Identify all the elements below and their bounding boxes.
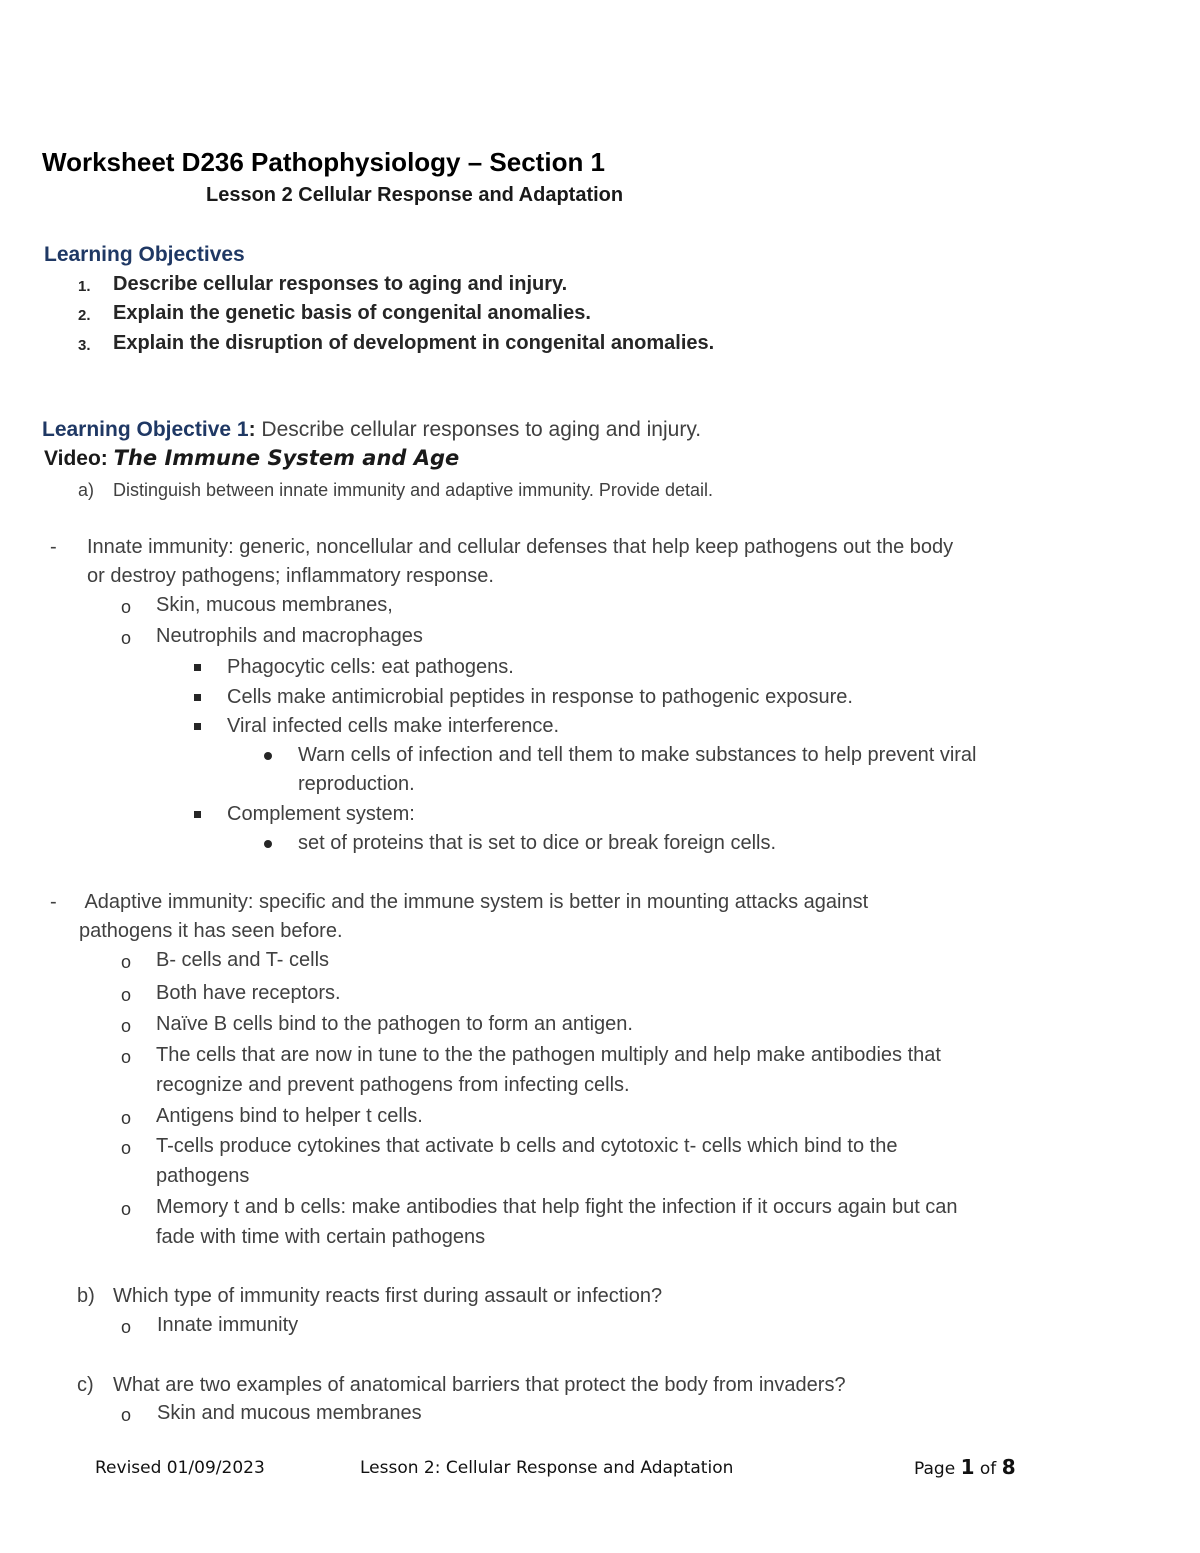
list-item: B- cells and T- cells: [156, 949, 330, 971]
list-item: Complement system:: [227, 803, 415, 825]
circle-bullet: o: [121, 597, 132, 617]
objective-item: Describe cellular responses to aging and injury.: [113, 273, 568, 295]
page-title: Worksheet D236 Pathophysiology – Section 1: [42, 147, 606, 177]
answer-b: Innate immunity: [157, 1314, 299, 1336]
question-b: Which type of immunity reacts first during assault or infection?: [113, 1285, 663, 1307]
list-item: Phagocytic cells: eat pathogens.: [227, 656, 514, 678]
list-dash: -: [50, 891, 57, 913]
video-title: The Immune System and Age: [113, 446, 460, 470]
lo1-text: Describe cellular responses to aging and injury.: [255, 418, 702, 441]
innate-line-1: Innate immunity: generic, noncellular and cellular defenses that help keep pathogens out the body: [87, 536, 954, 558]
list-item: Neutrophils and macrophages: [156, 625, 423, 647]
square-bullet-icon: [194, 664, 201, 671]
circle-bullet: o: [121, 1108, 132, 1128]
list-item: Cells make antimicrobial peptides in response to pathogenic exposure.: [227, 686, 853, 708]
lo1-line: [42, 418, 701, 442]
list-dash: -: [50, 536, 57, 558]
circle-bullet: o: [121, 952, 132, 972]
question-marker: a): [78, 480, 95, 500]
square-bullet-icon: [194, 811, 201, 818]
list-item-continued: reproduction.: [298, 773, 415, 795]
list-item-continued: pathogens: [156, 1165, 250, 1187]
list-item: Viral infected cells make interference.: [227, 715, 560, 737]
circle-bullet: o: [121, 1199, 132, 1219]
innate-line-2: or destroy pathogens; inflammatory response.: [87, 565, 494, 587]
square-bullet-icon: [194, 694, 201, 701]
list-item: set of proteins that is set to dice or break foreign cells.: [298, 832, 777, 854]
list-item: Warn cells of infection and tell them to make substances to help prevent viral: [298, 744, 977, 766]
objective-number: 3.: [78, 337, 91, 354]
learning-objectives-heading: Learning Objectives: [44, 243, 245, 266]
list-item: Memory t and b cells: make antibodies that help fight the infection if it occurs again but can: [156, 1196, 958, 1218]
page-subtitle: Lesson 2 Cellular Response and Adaptation: [206, 184, 624, 206]
circle-bullet: o: [121, 628, 132, 648]
page-prefix: Page: [914, 1459, 961, 1479]
lo1-colon: :: [248, 418, 256, 441]
footer-revised: Revised 01/09/2023: [95, 1458, 265, 1478]
list-item-continued: fade with time with certain pathogens: [156, 1226, 486, 1248]
list-item-continued: recognize and prevent pathogens from infecting cells.: [156, 1074, 630, 1096]
video-label: Video:: [44, 447, 114, 470]
circle-bullet: o: [121, 1405, 132, 1425]
objective-item: Explain the genetic basis of congenital anomalies.: [113, 302, 591, 324]
list-item: Skin, mucous membranes,: [156, 594, 393, 616]
page-of: of: [974, 1459, 1002, 1479]
objective-number: 2.: [78, 307, 91, 324]
video-line: [44, 446, 459, 471]
page-total: 8: [1001, 1455, 1016, 1479]
question-c: What are two examples of anatomical barriers that protect the body from invaders?: [113, 1374, 846, 1396]
objective-number: 1.: [78, 278, 91, 295]
lo1-label: Learning Objective 1: [42, 418, 249, 441]
objective-item: Explain the disruption of development in congenital anomalies.: [113, 332, 715, 354]
list-item: The cells that are now in tune to the the pathogen multiply and help make antibodies that: [156, 1044, 941, 1066]
list-item: Naïve B cells bind to the pathogen to form an antigen.: [156, 1013, 633, 1035]
dot-bullet-icon: [264, 840, 272, 848]
question-a: Distinguish between innate immunity and adaptive immunity. Provide detail.: [113, 480, 713, 500]
list-item: Antigens bind to helper t cells.: [156, 1105, 423, 1127]
question-marker: c): [77, 1374, 94, 1396]
list-item: T-cells produce cytokines that activate b cells and cytotoxic t- cells which bind to the: [156, 1135, 898, 1157]
page-number: 1: [960, 1455, 975, 1479]
question-marker: b): [77, 1285, 95, 1307]
circle-bullet: o: [121, 1317, 132, 1337]
adaptive-line-2: pathogens it has seen before.: [79, 920, 343, 942]
list-item: Both have receptors.: [156, 982, 341, 1004]
dot-bullet-icon: [264, 752, 272, 760]
footer-lesson: Lesson 2: Cellular Response and Adaptation: [360, 1458, 734, 1478]
circle-bullet: o: [121, 1047, 132, 1067]
adaptive-line-1: Adaptive immunity: specific and the immune system is better in mounting attacks against: [80, 891, 869, 913]
answer-c: Skin and mucous membranes: [157, 1402, 422, 1424]
circle-bullet: o: [121, 1016, 132, 1036]
circle-bullet: o: [121, 985, 132, 1005]
circle-bullet: o: [121, 1138, 132, 1158]
square-bullet-icon: [194, 723, 201, 730]
footer-page: [914, 1455, 1016, 1479]
